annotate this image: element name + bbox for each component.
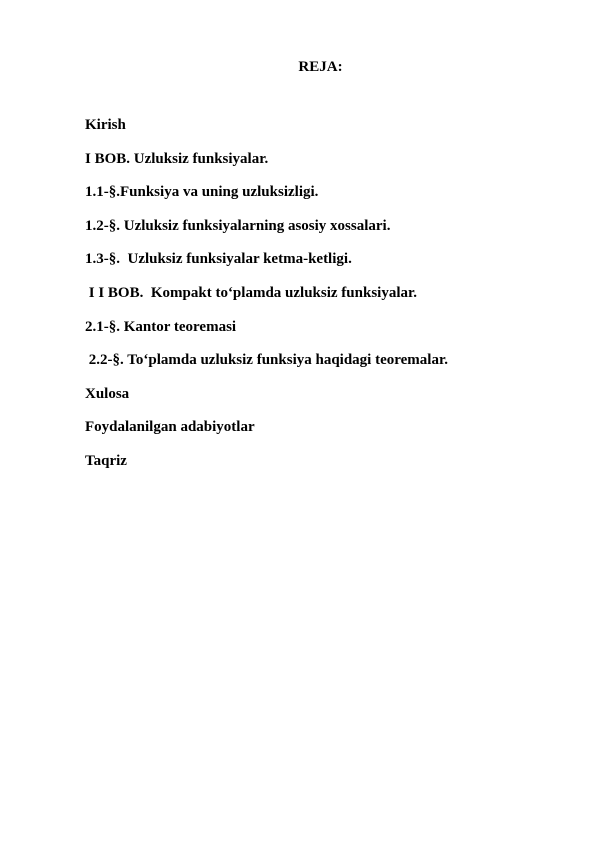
toc-item-chapter-1: I BOB. Uzluksiz funksiyalar. [85, 150, 269, 167]
page-title: REJA: [298, 59, 343, 75]
toc-item-section-1-1: 1.1-§.Funksiya va uning uzluksizligi. [85, 184, 319, 201]
toc-item-review: Taqriz [85, 452, 127, 469]
toc-item-chapter-2: I I BOB. Kompakt to‘plamda uzluksiz funksiyalar. [85, 284, 418, 301]
toc-item-section-1-3: 1.3-§. Uzluksiz funksiyalar ketma-ketligi. [85, 251, 352, 268]
toc-item-introduction: Kirish [85, 117, 126, 133]
toc-item-conclusion: Xulosa [85, 385, 130, 402]
toc-item-references: Foydalanilgan adabiyotlar [85, 419, 255, 436]
toc-item-section-2-2: 2.2-§. To‘plamda uzluksiz funksiya haqidagi teoremalar. [85, 352, 448, 369]
toc-item-section-1-2: 1.2-§. Uzluksiz funksiyalarning asosiy xossalari. [85, 217, 391, 234]
table-of-contents [85, 116, 555, 486]
toc-item-section-2-1: 2.1-§. Kantor teoremasi [85, 318, 237, 335]
